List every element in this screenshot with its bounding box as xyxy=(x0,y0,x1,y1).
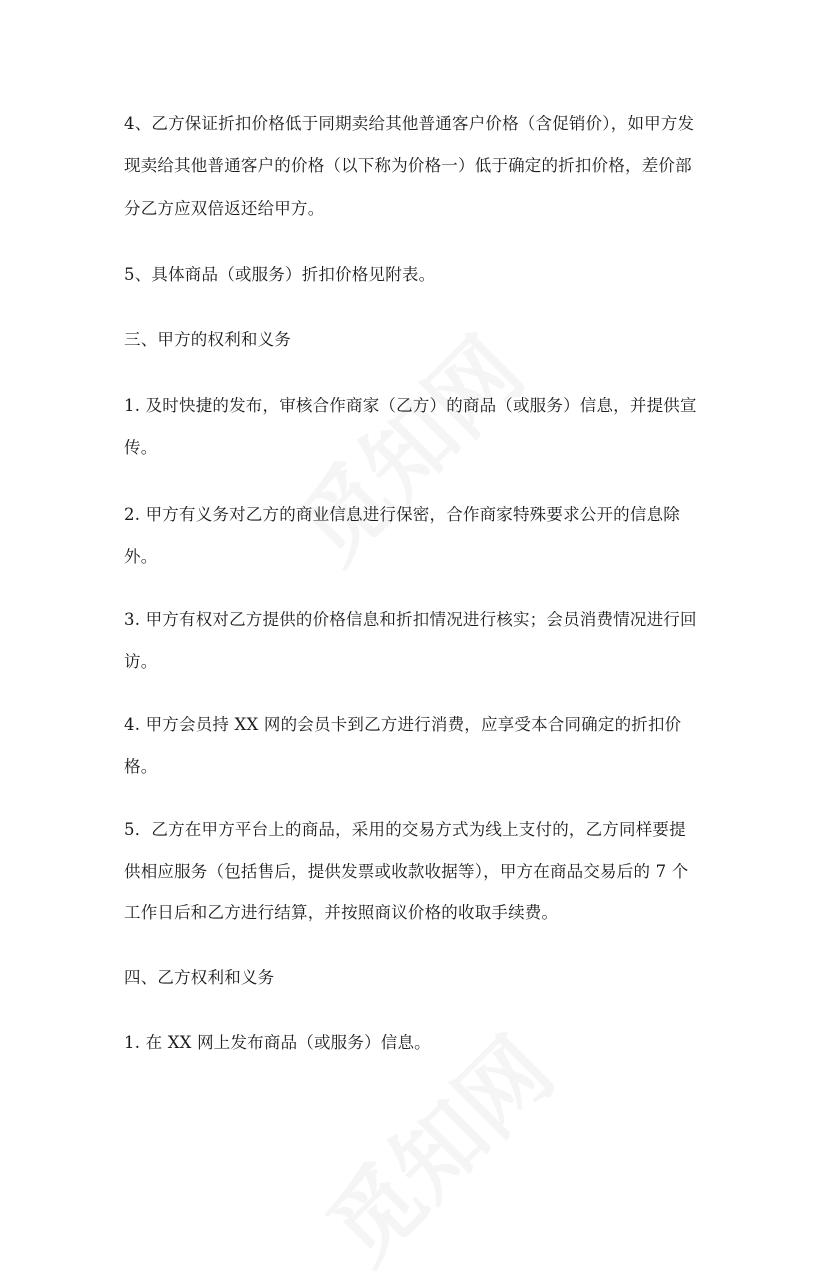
paragraph-line: 2. 甲方有义务对乙方的商业信息进行保密，合作商家特殊要求公开的信息除 xyxy=(124,505,680,524)
paragraph-line: 分乙方应双倍返还给甲方。 xyxy=(124,199,325,218)
paragraph-line: 现卖给其他普通客户的价格（以下称为价格一）低于确定的折扣价格，差价部 xyxy=(124,156,692,175)
paragraph-line: 工作日后和乙方进行结算，并按照商议价格的收取手续费。 xyxy=(124,903,559,922)
paragraph-line: 1. 在 XX 网上发布商品（或服务）信息。 xyxy=(124,1033,431,1052)
paragraph-line: 访。 xyxy=(124,652,158,671)
paragraph-line: 3. 甲方有权对乙方提供的价格信息和折扣情况进行核实；会员消费情况进行回 xyxy=(124,610,697,629)
paragraph-line: 三、甲方的权利和义务 xyxy=(124,330,291,349)
paragraph-line: 四、乙方权利和义务 xyxy=(124,968,275,987)
watermark xyxy=(264,304,547,587)
paragraph-line: 供相应服务（包括售后，提供发票或收款收据等），甲方在商品交易后的 7 个 xyxy=(124,862,689,881)
paragraph-line: 5、具体商品（或服务）折扣价格见附表。 xyxy=(124,265,436,284)
paragraph-line: 4. 甲方会员持 XX 网的会员卡到乙方进行消费，应享受本合同确定的折扣价 xyxy=(124,715,682,734)
paragraph-line: 5．乙方在甲方平台上的商品，采用的交易方式为线上支付的，乙方同样要提 xyxy=(124,820,686,839)
paragraph-line: 格。 xyxy=(124,757,158,776)
paragraph-line: 外。 xyxy=(124,547,158,566)
paragraph-line: 4、乙方保证折扣价格低于同期卖给其他普通客户价格（含促销价），如甲方发 xyxy=(124,114,695,133)
paragraph-line: 传。 xyxy=(124,438,158,457)
paragraph-line: 1. 及时快捷的发布，审核合作商家（乙方）的商品（或服务）信息，并提供宣 xyxy=(124,396,697,415)
